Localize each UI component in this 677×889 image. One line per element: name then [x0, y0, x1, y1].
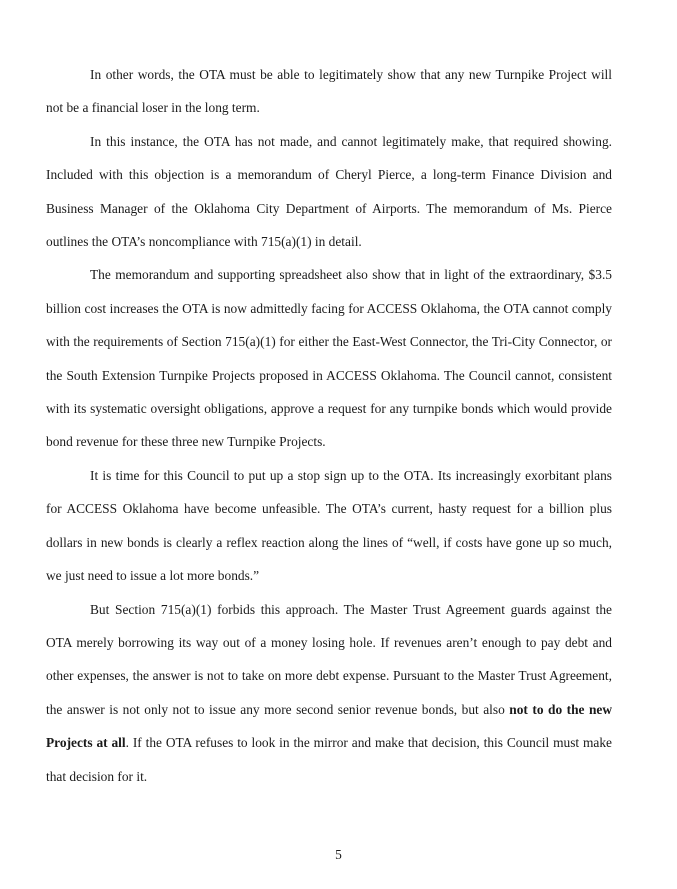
paragraph-memorandum-spreadsheet: The memorandum and supporting spreadsheet also show that in light of the extraordinary, $3.5 billion cost increases the OTA is now admittedly facing for ACCESS Oklahoma, the OTA cannot comply with the requirements of Section 715(a)(1) for either the East-West Connector, the Tri-City Connector, or the South Extension Turnpike Projects proposed in ACCESS Oklahoma. The Council cannot, consistent with its systematic oversight obligations, approve a request for any turnpike bonds which would provide bond revenue for these three new Turnpike Projects.	[46, 267, 612, 450]
document-page	[46, 58, 612, 793]
paragraph-text-before-bold: But Section 715(a)(1) forbids this approach. The Master Trust Agreement guards against the OTA merely borrowing its way out of a money losing hole. If revenues aren’t enough to pay debt and other expenses, the answer is not to take on more debt expense. Pursuant to the Master Trust Agreement, the answer is not only not to issue any more second senior revenue bonds, but also	[46, 601, 612, 717]
paragraph-stop-sign: It is time for this Council to put up a stop sign up to the OTA. Its increasingly exorbitant plans for ACCESS Oklahoma have become unfeasible. The OTA’s current, hasty request for a billion plus dollars in new bonds is clearly a reflex reaction along the lines of “well, if costs have gone up so much, we just need to issue a lot more bonds.”	[46, 467, 612, 584]
paragraph-financial-loser: In other words, the OTA must be able to legitimately show that any new Turnpike Project will not be a financial loser in the long term.	[46, 67, 612, 116]
page-number: 5	[335, 847, 342, 862]
paragraph-master-trust-agreement	[46, 593, 612, 793]
paragraph-bold-emphasis: not to do the new Projects at all	[46, 701, 613, 751]
paragraph-text-after-bold: . If the OTA refuses to look in the mirror and make that decision, this Council must make that decision for it.	[46, 735, 612, 784]
paragraph-required-showing: In this instance, the OTA has not made, and cannot legitimately make, that required showing. Included with this objection is a memorandum of Cheryl Pierce, a long-term Finance Division and Business Manager of the Oklahoma City Department of Airports. The memorandum of Ms. Pierce outlines the OTA’s noncompliance with 715(a)(1) in detail.	[46, 133, 612, 250]
